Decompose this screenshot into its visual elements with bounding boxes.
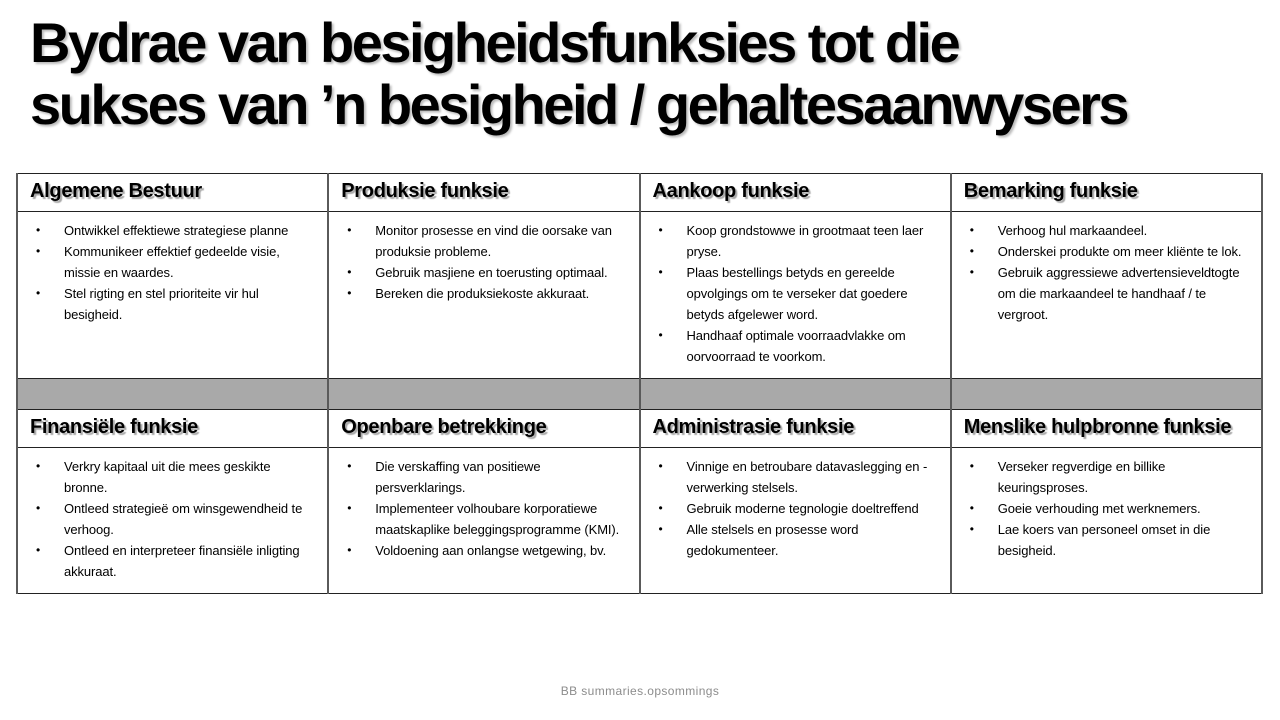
bullet-item bbox=[329, 220, 630, 262]
bullet-icon: • bbox=[658, 265, 663, 279]
bullet-text: Verhoog hul markaandeel. bbox=[997, 223, 1148, 238]
bullet-list bbox=[641, 456, 942, 561]
header-row-0 bbox=[17, 174, 1262, 212]
page-title-line-1: Bydrae van besigheidsfunksies tot die bbox=[30, 11, 959, 74]
bullet-list bbox=[329, 220, 630, 304]
bullet-item bbox=[952, 241, 1253, 262]
bullet-item bbox=[641, 262, 942, 325]
bullet-text: Voldoening aan onlangse wetgewing, bv. bbox=[375, 543, 607, 558]
separator-cell bbox=[640, 379, 951, 410]
separator-row bbox=[17, 379, 1262, 410]
separator-cell bbox=[328, 379, 639, 410]
bullet-text: Lae koers van personeel omset in die besigheid. bbox=[997, 522, 1211, 558]
bullet-icon: • bbox=[658, 522, 663, 536]
bullet-text: Gebruik masjiene en toerusting optimaal. bbox=[375, 265, 608, 280]
footer-credit: BB summaries.opsommings bbox=[560, 684, 720, 698]
bullet-icon: • bbox=[347, 223, 352, 237]
bullet-list bbox=[18, 220, 319, 325]
bullet-icon: • bbox=[658, 459, 663, 473]
column-header-finansi-le-funksie: Finansiële funksie bbox=[17, 410, 328, 448]
bullet-icon: • bbox=[347, 501, 352, 515]
bullet-item bbox=[18, 456, 319, 498]
bullet-icon: • bbox=[969, 223, 974, 237]
bullet-icon: • bbox=[36, 501, 41, 515]
bullet-text: Ontwikkel effektiewe strategiese planne bbox=[64, 223, 289, 238]
header-row-1 bbox=[17, 410, 1262, 448]
bullet-item bbox=[18, 283, 319, 325]
bullet-list bbox=[952, 220, 1253, 325]
bullet-item bbox=[952, 262, 1253, 325]
bullet-item bbox=[329, 283, 630, 304]
cell-administrasie-funksie bbox=[640, 448, 951, 594]
bullet-list bbox=[329, 456, 630, 561]
bullet-text: Bereken die produksiekoste akkuraat. bbox=[375, 286, 590, 301]
bullet-item bbox=[952, 220, 1253, 241]
bullet-text: Handhaaf optimale voorraadvlakke om oorvoorraad te voorkom. bbox=[686, 328, 906, 364]
bullet-icon: • bbox=[658, 328, 663, 342]
separator-cell bbox=[17, 379, 328, 410]
column-header-administrasie-funksie: Administrasie funksie bbox=[640, 410, 951, 448]
bullet-text: Verkry kapitaal uit die mees geskikte bronne. bbox=[64, 459, 271, 495]
bullet-text: Gebruik aggressiewe advertensieveldtogte om die markaandeel te handhaaf / te vergroot. bbox=[997, 265, 1240, 322]
bullet-item bbox=[641, 456, 942, 498]
content-row-1 bbox=[17, 448, 1262, 594]
bullet-item bbox=[18, 220, 319, 241]
bullet-item bbox=[641, 498, 942, 519]
bullet-icon: • bbox=[969, 244, 974, 258]
column-header-bemarking-funksie: Bemarking funksie bbox=[951, 174, 1262, 212]
bullet-icon: • bbox=[347, 459, 352, 473]
bullet-list bbox=[18, 456, 319, 582]
cell-openbare-betrekkinge bbox=[328, 448, 639, 594]
content-row-0 bbox=[17, 212, 1262, 379]
bullet-text: Gebruik moderne tegnologie doeltreffend bbox=[686, 501, 919, 516]
bullet-text: Goeie verhouding met werknemers. bbox=[997, 501, 1201, 516]
bullet-icon: • bbox=[969, 522, 974, 536]
column-header-openbare-betrekkinge: Openbare betrekkinge bbox=[328, 410, 639, 448]
bullet-text: Plaas bestellings betyds en gereelde opvolgings om te verseker dat goedere betyds afgelewer word. bbox=[686, 265, 908, 322]
bullet-icon: • bbox=[36, 244, 41, 258]
bullet-item bbox=[18, 498, 319, 540]
bullet-text: Vinnige en betroubare datavaslegging en -verwerking stelsels. bbox=[686, 459, 928, 495]
bullet-icon: • bbox=[658, 223, 663, 237]
bullet-item bbox=[952, 498, 1253, 519]
bullet-icon: • bbox=[969, 501, 974, 515]
bullet-item bbox=[641, 519, 942, 561]
bullet-icon: • bbox=[969, 265, 974, 279]
column-header-produksie-funksie: Produksie funksie bbox=[328, 174, 639, 212]
cell-produksie-funksie bbox=[328, 212, 639, 379]
bullet-text: Verseker regverdige en billike keuringsproses. bbox=[997, 459, 1166, 495]
bullet-icon: • bbox=[36, 286, 41, 300]
bullet-text: Monitor prosesse en vind die oorsake van produksie probleme. bbox=[375, 223, 612, 259]
bullet-item bbox=[641, 220, 942, 262]
bullet-text: Ontleed strategieë om winsgewendheid te verhoog. bbox=[64, 501, 303, 537]
column-header-menslike-hulpbronne-funksie: Menslike hulpbronne funksie bbox=[951, 410, 1262, 448]
bullet-item bbox=[18, 241, 319, 283]
cell-algemene-bestuur bbox=[17, 212, 328, 379]
column-header-aankoop-funksie: Aankoop funksie bbox=[640, 174, 951, 212]
business-functions-table bbox=[16, 173, 1263, 594]
bullet-icon: • bbox=[969, 459, 974, 473]
bullet-icon: • bbox=[347, 286, 352, 300]
bullet-text: Onderskei produkte om meer kliënte te lok. bbox=[997, 244, 1242, 259]
separator-cell bbox=[951, 379, 1262, 410]
bullet-icon: • bbox=[36, 223, 41, 237]
bullet-item bbox=[952, 456, 1253, 498]
cell-menslike-hulpbronne-funksie bbox=[951, 448, 1262, 594]
bullet-text: Kommunikeer effektief gedeelde visie, missie en waardes. bbox=[64, 244, 280, 280]
bullet-icon: • bbox=[347, 543, 352, 557]
bullet-text: Implementeer volhoubare korporatiewe maatskaplike beleggingsprogramme (KMI). bbox=[375, 501, 620, 537]
cell-finansi-le-funksie bbox=[17, 448, 328, 594]
bullet-item bbox=[641, 325, 942, 367]
bullet-item bbox=[18, 540, 319, 582]
bullet-icon: • bbox=[36, 459, 41, 473]
cell-aankoop-funksie bbox=[640, 212, 951, 379]
bullet-text: Ontleed en interpreteer finansiële inligting akkuraat. bbox=[64, 543, 300, 579]
bullet-item bbox=[952, 519, 1253, 561]
bullet-text: Stel rigting en stel prioriteite vir hul besigheid. bbox=[64, 286, 259, 322]
bullet-list bbox=[641, 220, 942, 367]
bullet-item bbox=[329, 262, 630, 283]
bullet-icon: • bbox=[658, 501, 663, 515]
bullet-text: Alle stelsels en prosesse word gedokumenteer. bbox=[686, 522, 859, 558]
page-title-line-2: sukses van ’n besigheid / gehaltesaanwysers bbox=[30, 73, 1128, 136]
bullet-item bbox=[329, 498, 630, 540]
bullet-icon: • bbox=[36, 543, 41, 557]
cell-bemarking-funksie bbox=[951, 212, 1262, 379]
column-header-algemene-bestuur: Algemene Bestuur bbox=[17, 174, 328, 212]
bullet-icon: • bbox=[347, 265, 352, 279]
bullet-text: Koop grondstowwe in grootmaat teen laer pryse. bbox=[686, 223, 924, 259]
page-title bbox=[30, 12, 1270, 136]
bullet-item bbox=[329, 540, 630, 561]
bullet-item bbox=[329, 456, 630, 498]
bullet-text: Die verskaffing van positiewe persverklarings. bbox=[375, 459, 541, 495]
bullet-list bbox=[952, 456, 1253, 561]
